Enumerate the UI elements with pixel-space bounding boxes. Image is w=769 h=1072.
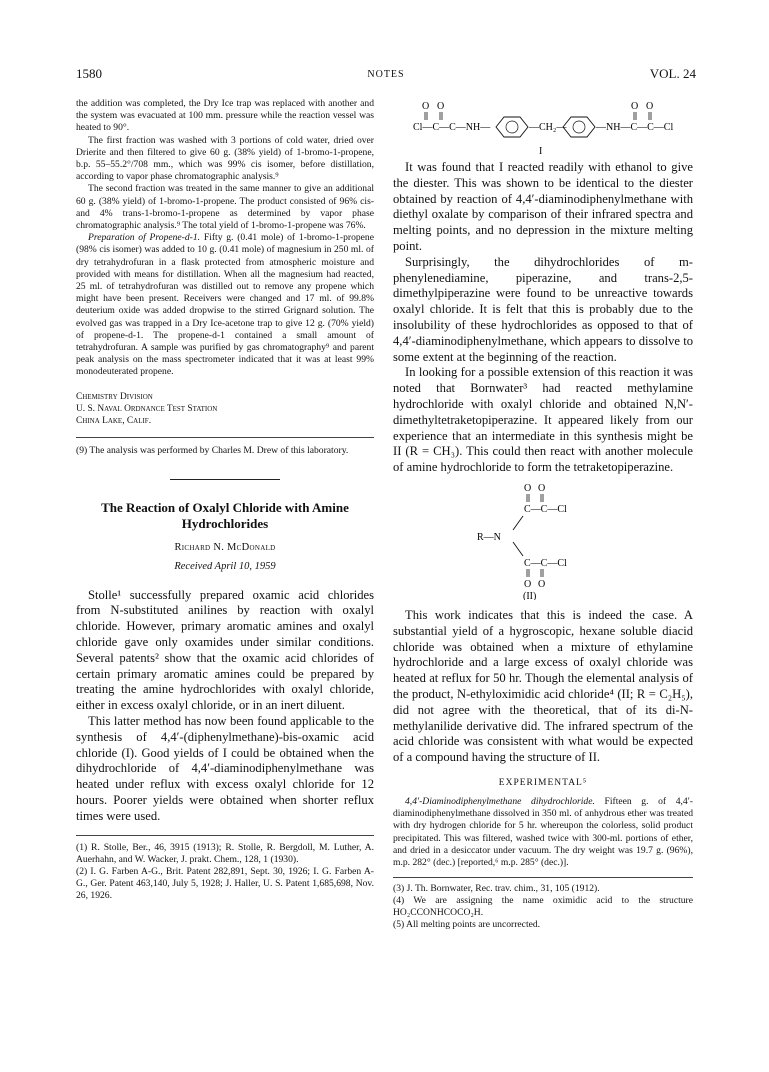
oxygen-atom: O [538,482,546,494]
paragraph-text: Fifteen g. of 4,4′-diaminodiphenylmethane dissolved in 350 ml. of anhydrous ether was treated with dry hydrogen chloride for 5 hr. whereupon the colorless, solid product precipitated. This was filtered, washed twice with 300-ml. portions of ether, and dried in a desiccator under vacuum. The dry weight was 19.7 g. (96%), m.p. 282° (dec.) [reported,⁶ m.p. 285° (dec.)]. [393,795,693,868]
structure-II-drawing [393,480,693,600]
paragraph: The second fraction was treated in the same manner to give an additional 60 g. (38% yield) of 1-bromo-1-propene. The product consisted of 96% cis- and 4% trans-1-bromo-1-propene as determined by vapor phase chromatographic analysis.⁹ The total yield of 1-bromo-1-propene was 76%. [76,183,374,232]
received-date: Received April 10, 1959 [174,560,276,572]
paragraph: Stolle¹ successfully prepared oxamic acid chlorides from N-substituted anilines by reaction with oxalyl chloride. However, primary aromatic amines and oxalyl chloride gave only oxamides under similar conditions. Several patents² show that the oxamic acid chlorides of certain primary aromatic amines could be prepared by treating the amine hydrochlorides with oxalyl chloride, either in excess oxalyl chloride, or in an inert diluent. [76,587,374,713]
footnote: (9) The analysis was performed by Charles M. Drew of this laboratory. [76,444,349,456]
oxygen-atom: O [524,482,532,494]
paragraph: The first fraction was washed with 3 portions of cold water, dried over Drierite and then filtered to give 60 g. (38% yield) of 1-bromo-1-propene, b.p. 55–55.2°/708 mm., which was 99% cis isomer, before distillation, according to vapor phase chromatographic analysis.⁹ [76,134,374,183]
footnotes [393,883,693,931]
oxygen-atom: O [437,101,445,112]
oxygen-atom: O [422,101,430,112]
affiliation-line: China Lake, Calif. [76,415,152,426]
article-body-continued [393,608,693,766]
structure-fragment: C—C—Cl [524,503,567,515]
footnote: (5) All melting points are uncorrected. [393,919,541,931]
volume-label: VOL. 24 [649,66,696,81]
page-number: 1580 [76,66,102,81]
subsection-heading: 4,4′-Diaminodiphenylmethane dihydrochloride. [405,795,595,807]
left-column [76,98,374,902]
article-title [76,500,374,532]
footnote: (3) J. Th. Bornwater, Rec. trav. chim., 31, 105 (1912). [393,883,600,895]
paragraph [76,232,374,378]
compound-label: I [539,146,543,157]
article-author: Richard N. McDonald [174,541,276,553]
affiliation-line: U. S. Naval Ordnance Test Station [76,403,218,414]
footnote: (2) I. G. Farben A-G., Brit. Patent 282,891, Sept. 30, 1926; I. G. Farben A-G., Ger. Patent 463,140, July 5, 1928; J. Haller, U. S. Patent 1,685,698, Nov. 26, 1926. [76,865,374,901]
paragraph: In looking for a possible extension of this reaction it was noted that Bornwater³ had reacted methylamine hydrochloride with oxalyl chloride and obtained N,N′-dimethyltetraketopiperazine. It appeared likely from our experience that an intermediate in this synthesis might be II (R = CH₃). This could then react with another molecule of amine hydrochloride to form the tetraketopiperazine. [393,365,693,475]
structure-fragment: C—C—Cl [524,557,567,569]
right-column [393,98,693,931]
title-line: Hydrochlorides [181,515,269,531]
methylene-bridge: —CH₂— [529,122,567,133]
oxygen-atom: O [538,578,546,590]
footnote-divider [76,835,374,836]
subsection-heading: Preparation of Propene-d-1. [88,232,201,244]
footnote: (1) R. Stolle, Ber., 46, 3915 (1913); R. Stolle, R. Bergdoll, M. Luther, A. Auerhahn, and W. Wacker, J. prakt. Chem., 128, 1 (1930). [76,841,374,865]
paragraph: This latter method has now been found applicable to the synthesis of 4,4′-(diphenylmethane)-bis-oxamic acid chloride (I). Good yields of I could be obtained when the dihydrochloride of 4,4′-diaminodiphenylmethane was heated under reflux with excess oxalyl chloride for 12 hours. Poorer yields were obtained when shorter reflux times were used. [76,714,374,823]
benzene-ring-icon [496,117,528,137]
paragraph: Surprisingly, the dihydrochlorides of m-phenylenediamine, piperazine, and trans-2,5-dimethylpiperazine were found to be unreactive towards oxalyl chloride. It is felt that this is probably due to the insolubility of these hydrochlorides as opposed to that of 4,4′-diaminodiphenylmethane, which appears to dissolve to some extent at the beginning of the reaction. [393,254,693,364]
benzene-ring-icon [563,117,595,137]
structure-I-drawing [393,98,693,158]
previous-article-text [76,98,374,379]
paragraph: the addition was completed, the Dry Ice trap was replaced with another and the system was evacuated at 100 mm. pressure while the reaction vessel was heated to 90°. [76,98,374,134]
structure-I [393,98,693,158]
structure-fragment: —NH—C—C—Cl [596,122,674,133]
structure-fragment: R—N [477,531,501,543]
running-header [76,66,696,84]
oxygen-atom: O [524,578,532,590]
footnote-divider [76,437,374,438]
footnotes [76,842,374,902]
oxygen-atom: O [631,101,639,112]
structure-II [393,480,693,600]
section-title: NOTES [367,69,405,80]
paragraph-text: Fifty g. (0.41 mole) of 1-bromo-1-propene (98% cis isomer) was added to 10 g. (0.41 mole) of magnesium in 250 ml. of dry tetrahydrofuran in a flask protected from atmospheric moisture and provided with means for distillation. When all the magnesium had reacted, 25 ml. of tetrahydrofuran was distilled out to remove any propene which might have been present. Receivers were changed and 17 ml. of 99.8% deuterium oxide was added dropwise to the stirred Grignard solution. The evolved gas was trapped in a Dry Ice-acetone trap to give 12 g. (70% yield) of propene-d-1. The propene-d-1 contained a small amount of tetrahydrofuran. A sample was purified by gas chromatography⁹ and parent peak analysis on the mass spectrometer indicated that it was at least 99% monodeuterated propene. [76,232,374,378]
title-line: The Reaction of Oxalyl Chloride with Amine [101,499,349,515]
article-divider [170,479,280,480]
footnote: (4) We are assigning the name oximidic acid to the structure HO₂CCONHCOCO₂H. [393,895,693,919]
article-body-continued [393,160,693,476]
compound-label: (II) [523,590,537,600]
paragraph [393,796,693,869]
affiliation [76,391,374,427]
structure-fragment: Cl—C—C—NH— [413,122,491,133]
paragraph: It was found that I reacted readily with ethanol to give the diester. This was shown to be identical to the diester obtained by reaction of 4,4′-diaminodiphenylmethane with diethyl oxalate by comparison of their infrared spectra and melting points, and no depression in the mixture melting point. [393,160,693,253]
experimental-heading: EXPERIMENTAL⁵ [498,777,588,788]
oxygen-atom: O [646,101,654,112]
footnote-divider [393,877,693,878]
paragraph: This work indicates that this is indeed the case. A substantial yield of a hygroscopic, hexane soluble diacid chloride was obtained when a mixture of ethylamine hydrochloride and a large excess of oxalyl chloride was heated at reflux for 50 hr. Though the elemental analysis of the product, N-ethyloximidic acid chloride⁴ (II; R = C₂H₅), did not agree with the theoretical, that of its di-N-methylanilide derivative did. The infrared spectrum of the acid chloride was consistent with what would be expected of a compound having the structure of II. [393,607,693,765]
experimental-text [393,796,693,869]
affiliation-line: Chemistry Division [76,391,153,402]
article-body [76,588,374,825]
